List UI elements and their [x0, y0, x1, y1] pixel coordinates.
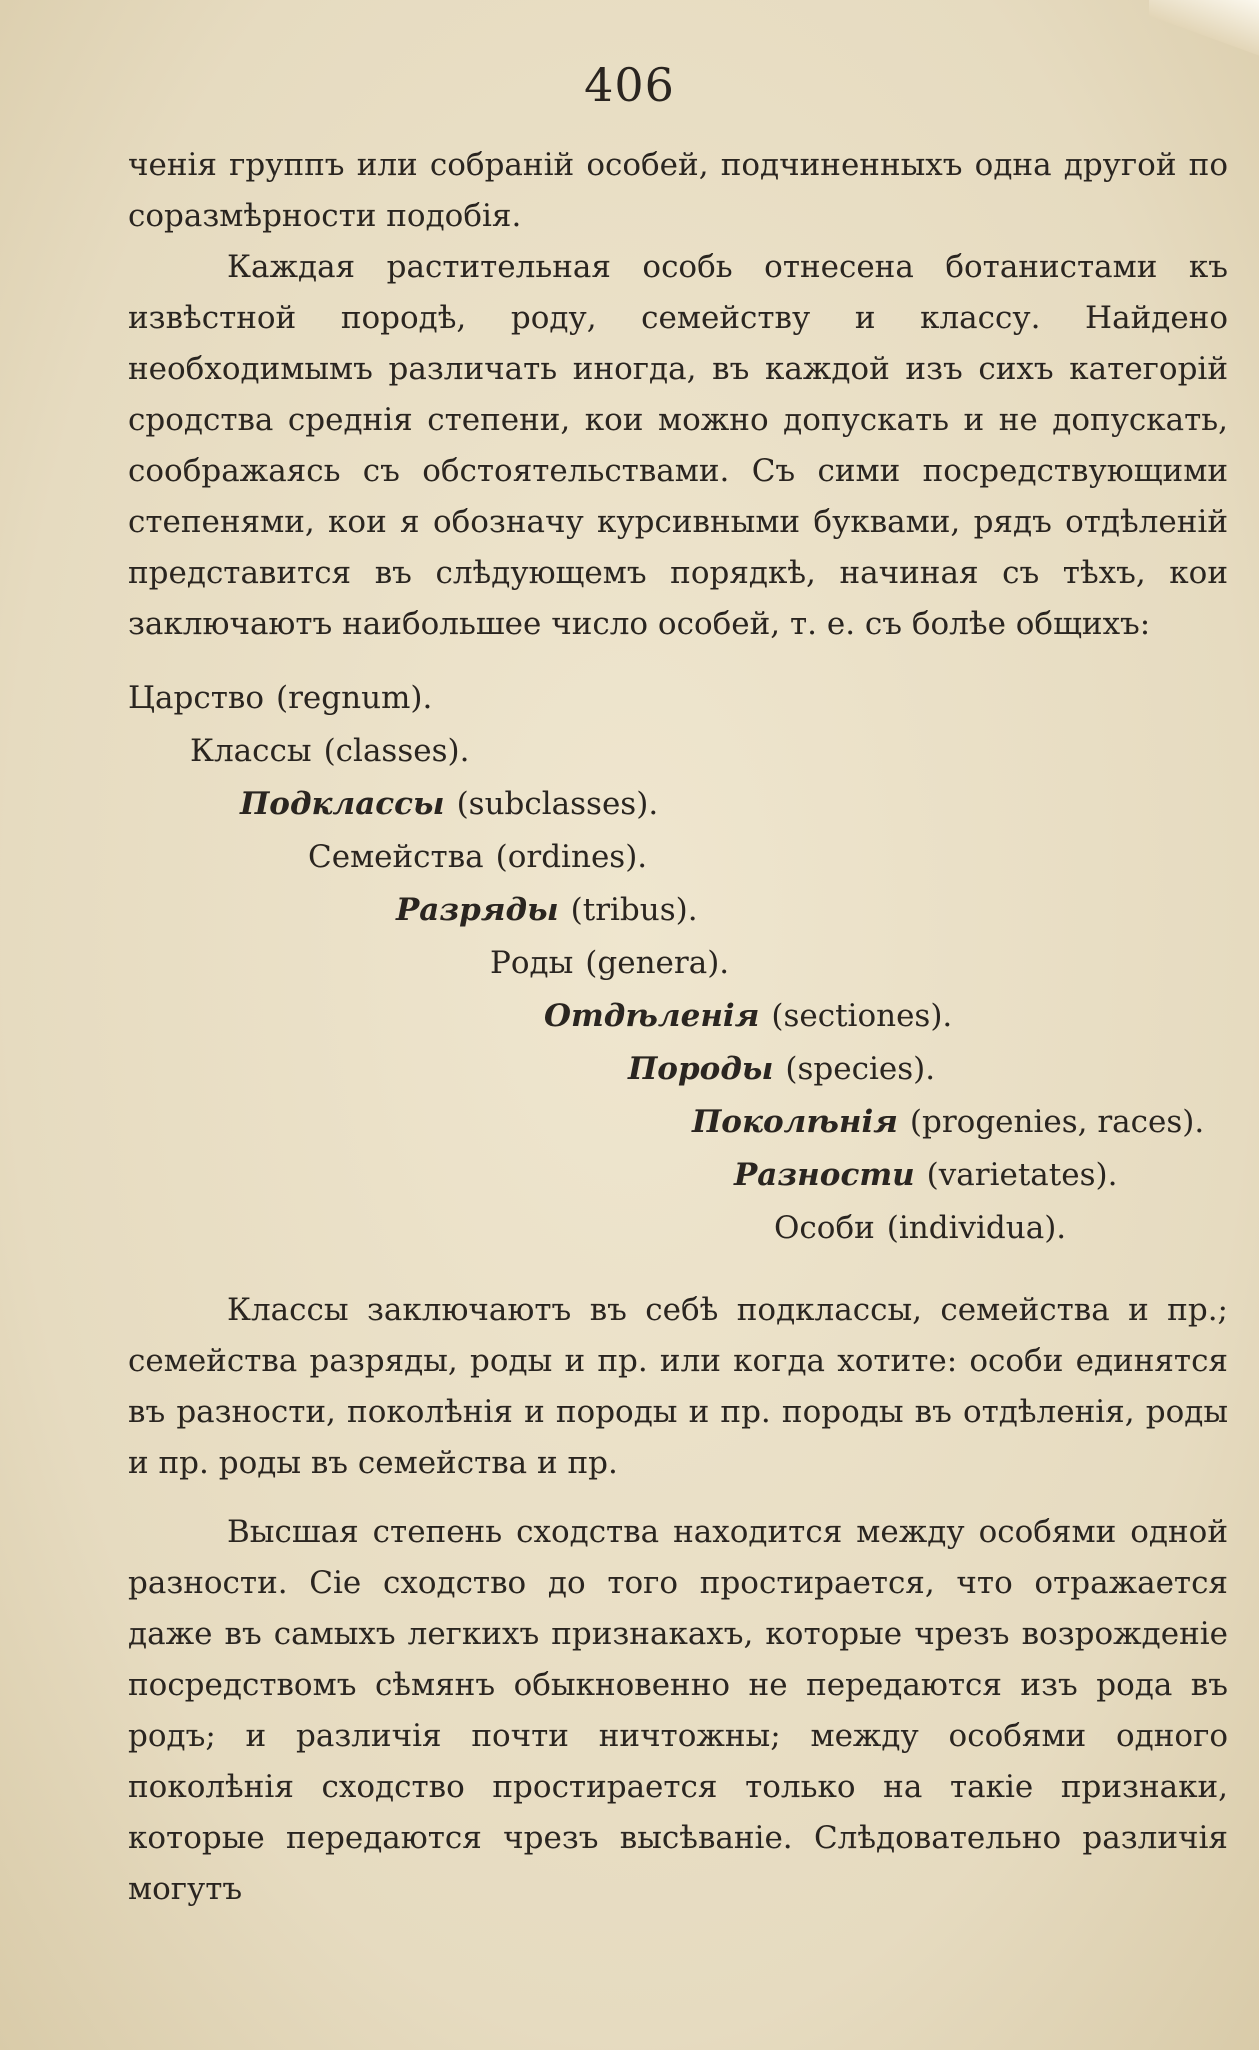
taxonomy-row [128, 1202, 1228, 1255]
page-body [128, 140, 1228, 1915]
taxonomy-row [128, 1043, 1228, 1096]
taxon-latin: (tribus). [570, 892, 698, 928]
taxonomy-row [128, 990, 1228, 1043]
taxon-latin: (ordines). [495, 839, 648, 875]
taxonomy-row [128, 1149, 1228, 1202]
taxon-latin: (progenies, races). [909, 1104, 1205, 1140]
taxon-latin: (genera). [585, 945, 730, 981]
taxon-ru: Роды [490, 945, 574, 981]
page-number: 406 [584, 58, 675, 112]
paragraph-classes: Классы заключаютъ въ себѣ подклассы, семейства и пр.; семейства разряды, роды и пр. или когда хотите: особи единятся въ разности, поколѣнія и породы и пр. породы въ отдѣленія, роды и пр. роды въ семейства и пр. [128, 1292, 1228, 1481]
taxon-ru: Семейства [308, 839, 484, 875]
taxon-latin: (individua). [886, 1210, 1067, 1246]
paragraph-continued: ченія группъ или собраній особей, подчиненныхъ одна другой по соразмѣрности подобія. [128, 147, 1228, 234]
taxon-latin: (varietates). [926, 1157, 1118, 1193]
taxon-ru: Отдѣленія [544, 998, 760, 1034]
taxon-latin: (regnum). [276, 680, 433, 716]
taxon-ru: Породы [628, 1051, 774, 1087]
taxonomy-row [128, 1096, 1228, 1149]
page-corner-fold [1149, 0, 1259, 60]
taxonomy-row [128, 725, 1228, 778]
taxonomy-row [128, 937, 1228, 990]
taxon-ru: Поколѣнія [692, 1104, 898, 1140]
taxon-latin: (subclasses). [456, 786, 659, 822]
taxon-ru: Царство [128, 680, 264, 716]
taxon-ru: Разности [734, 1157, 915, 1193]
taxonomy-row [128, 831, 1228, 884]
taxon-ru: Особи [774, 1210, 875, 1246]
taxon-ru: Классы [190, 733, 312, 769]
taxon-ru: Разряды [396, 892, 559, 928]
taxon-latin: (classes). [323, 733, 470, 769]
taxonomy-row [128, 884, 1228, 937]
taxonomy-hierarchy [128, 672, 1228, 1255]
taxon-ru: Подклассы [240, 786, 445, 822]
taxon-latin: (sectiones). [771, 998, 953, 1034]
taxonomy-row [128, 778, 1228, 831]
paragraph-classification-intro: Каждая растительная особь отнесена ботанистами къ извѣстной породѣ, роду, семейству и классу. Найдено необходимымъ различать иногда, въ каждой изъ сихъ категорій сродства среднія степени, кои можно допускать и не допускать, соображаясь съ обстоятельствами. Съ сими посредствующими степенями, кои я обозначу курсивными буквами, рядъ отдѣленій представится въ слѣдующемъ порядкѣ, начиная съ тѣхъ, кои заключаютъ наибольшее число особей, т. е. съ болѣе общихъ: [128, 249, 1228, 642]
taxonomy-row [128, 672, 1228, 725]
paragraph-similarity: Высшая степень сходства находится между особями одной разности. Сіе сходство до того простирается, что отражается даже въ самыхъ легкихъ признакахъ, которые чрезъ возрожденіе посредствомъ сѣмянъ обыкновенно не передаются изъ рода въ родъ; и различія почти ничтожны; между особями одного поколѣнія сходство простирается только на такіе признаки, которые передаются чрезъ высѣваніе. Слѣдовательно различія могутъ [128, 1514, 1228, 1907]
taxon-latin: (species). [785, 1051, 936, 1087]
